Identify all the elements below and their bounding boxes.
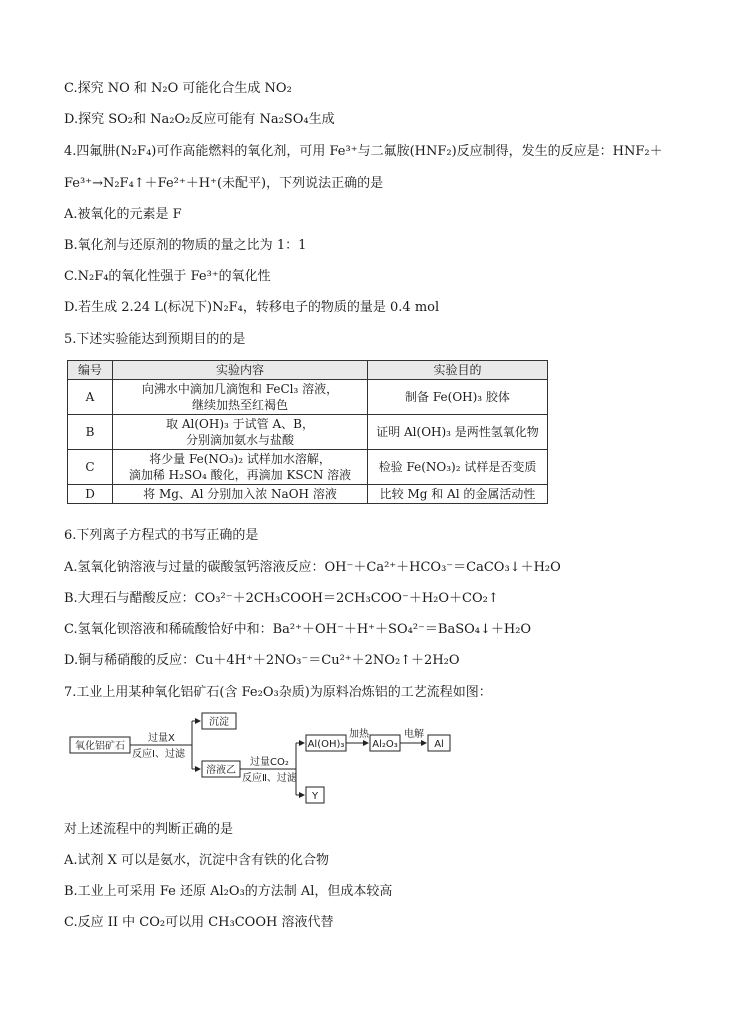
question-4-stem: 4.四氟肼(N₂F₄)可作高能燃料的氧化剂，可用 Fe³⁺与二氟胺(HNF₂)反应制得，发生的反应是：HNF₂＋ <box>64 144 663 159</box>
aloh3-label: Al(OH)₃ <box>307 739 345 750</box>
q7-option-b: B.工业上可采用 Fe 还原 Al₂O₃的方法制 Al，但成本较高 <box>64 884 393 899</box>
row-id: B <box>68 415 113 450</box>
electrolysis-label: 电解 <box>404 729 424 740</box>
row-id: D <box>68 485 113 504</box>
solution-label: 溶液乙 <box>206 765 236 776</box>
row-purpose: 比较 Mg 和 Al 的金属活动性 <box>368 485 548 504</box>
table-header: 实验目的 <box>368 361 548 380</box>
content-line: 将少量 Fe(NO₃)₂ 试样加水溶解， <box>149 452 331 466</box>
question-7-sub: 对上述流程中的判断正确的是 <box>64 822 234 837</box>
process-flow-diagram <box>64 707 456 807</box>
row-id: A <box>68 380 113 415</box>
option-d-q3: D.探究 SO₂和 Na₂O₂反应可能有 Na₂SO₄生成 <box>64 112 335 127</box>
option-c-q3: C.探究 NO 和 N₂O 可能化合生成 NO₂ <box>64 81 292 96</box>
content-line: 分别滴加氨水与盐酸 <box>185 433 294 447</box>
question-6-stem: 6.下列离子方程式的书写正确的是 <box>64 528 259 543</box>
row-purpose: 制备 Fe(OH)₃ 胶体 <box>368 380 548 415</box>
q6-option-b: B.大理石与醋酸反应：CO₃²⁻＋2CH₃COOH＝2CH₃COO⁻＋H₂O＋CO₂↑ <box>64 591 499 606</box>
table-header: 编号 <box>68 361 113 380</box>
question-5-stem: 5.下述实验能达到预期目的的是 <box>64 332 246 347</box>
question-7-stem: 7.工业上用某种氧化铝矿石(含 Fe₂O₃杂质)为原料冶炼铝的工艺流程如图： <box>64 685 492 700</box>
q7-option-c: C.反应 II 中 CO₂可以用 CH₃COOH 溶液代替 <box>64 915 334 930</box>
table-header: 实验内容 <box>113 361 368 380</box>
experiment-table <box>67 360 548 504</box>
content-line: 取 Al(OH)₃ 于试管 A、B， <box>166 417 314 431</box>
q4-option-a: A.被氧化的元素是 F <box>64 207 182 222</box>
q4-option-c: C.N₂F₄的氧化性强于 Fe³⁺的氧化性 <box>64 269 271 284</box>
reaction2-label: 反应Ⅱ、过滤 <box>242 773 297 784</box>
heat-label: 加热 <box>349 729 369 740</box>
precipitate-label: 沉淀 <box>209 717 229 728</box>
excess-x-label: 过量X <box>148 733 175 744</box>
q6-option-a: A.氢氧化钠溶液与过量的碳酸氢钙溶液反应：OH⁻＋Ca²⁺＋HCO₃⁻＝CaCO₃↓＋H₂O <box>64 560 561 575</box>
y-label: Y <box>311 791 319 802</box>
row-content <box>113 450 368 485</box>
question-4-stem-cont: Fe³⁺→N₂F₄↑＋Fe²⁺＋H⁺(未配平)，下列说法正确的是 <box>64 176 384 191</box>
table-row <box>68 415 548 450</box>
q6-option-d: D.铜与稀硝酸的反应：Cu＋4H⁺＋2NO₃⁻＝Cu²⁺＋2NO₂↑＋2H₂O <box>64 653 460 668</box>
row-id: C <box>68 450 113 485</box>
table-row <box>68 450 548 485</box>
content-line: 滴加稀 H₂SO₄ 酸化，再滴加 KSCN 溶液 <box>128 468 352 482</box>
al-label: Al <box>434 739 444 750</box>
row-content <box>113 380 368 415</box>
table-row <box>68 485 548 504</box>
al2o3-label: Al₂O₃ <box>372 739 398 750</box>
table-row <box>68 380 548 415</box>
table-header-row <box>68 361 548 380</box>
excess-co2-label: 过量CO₂ <box>250 757 289 768</box>
q7-option-a: A.试剂 X 可以是氨水，沉淀中含有铁的化合物 <box>64 853 330 868</box>
row-content: 将 Mg、Al 分别加入浓 NaOH 溶液 <box>113 485 368 504</box>
q6-option-c: C.氢氧化钡溶液和稀硫酸恰好中和：Ba²⁺＋OH⁻＋H⁺＋SO₄²⁻＝BaSO₄↓＋H₂O <box>64 622 532 637</box>
content-line: 继续加热至红褐色 <box>191 398 288 412</box>
row-purpose: 检验 Fe(NO₃)₂ 试样是否变质 <box>368 450 548 485</box>
row-purpose: 证明 Al(OH)₃ 是两性氢氧化物 <box>368 415 548 450</box>
row-content <box>113 415 368 450</box>
q4-option-d: D.若生成 2.24 L(标况下)N₂F₄，转移电子的物质的量是 0.4 mol <box>64 300 440 315</box>
reaction1-label: 反应Ⅰ、过滤 <box>132 749 185 760</box>
ore-label: 氧化铝矿石 <box>75 741 125 752</box>
q4-option-b: B.氧化剂与还原剂的物质的量之比为 1：1 <box>64 238 307 253</box>
content-line: 向沸水中滴加几滴饱和 FeCl₃ 溶液， <box>141 382 339 396</box>
